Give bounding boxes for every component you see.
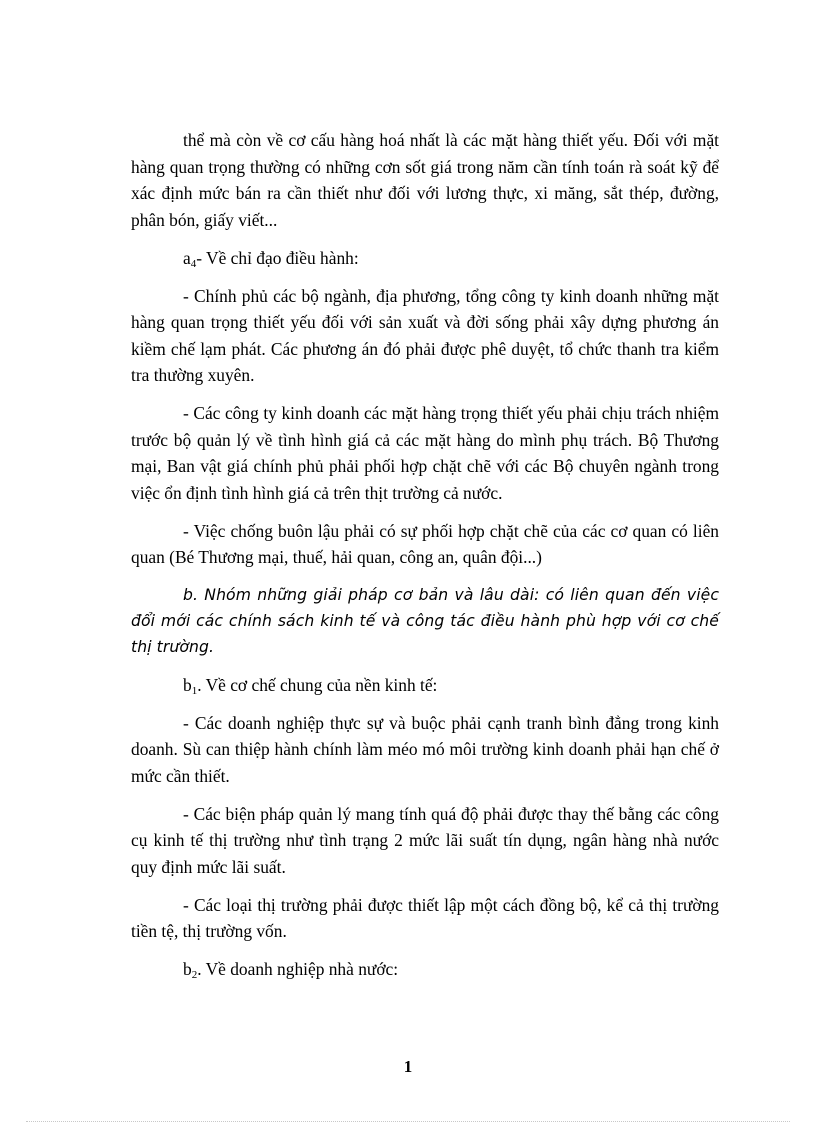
paragraph-smuggling: - Việc chống buôn lậu phải có sự phối hợp chặt chẽ của các cơ quan có liên quan (Bé Thương mại, thuế, hải quan, công an, quân đội...)	[131, 520, 719, 567]
page-number: 1	[403, 1057, 413, 1076]
paragraph-measures: - Các biện pháp quản lý mang tính quá độ phải được thay thế bằng các công cụ kinh tế thị trường như tình trạng 2 mức lãi suất tín dụng, ngân hàng nhà nước quy định mức lãi suất.	[131, 803, 719, 877]
heading-b2-prefix: b	[183, 959, 192, 979]
heading-b1	[131, 672, 719, 699]
footer-divider	[26, 1121, 790, 1122]
heading-b1-subscript: 1	[191, 684, 198, 697]
heading-a4-subscript: 4	[190, 257, 197, 270]
heading-a4	[131, 245, 719, 272]
heading-b2-text: . Về doanh nghiệp nhà nước:	[197, 959, 399, 979]
heading-a4-prefix: a	[183, 247, 191, 268]
section-b-title: b. Nhóm những giải pháp cơ bản và lâu dài: có liên quan đến việc đổi mới các chính sách kinh tế và công tác điều hành phù hợp với cơ chế thị trường.	[131, 586, 719, 656]
paragraph-companies: - Các công ty kinh doanh các mặt hàng trọng thiết yếu phải chịu trách nhiệm trước bộ quản lý về tình hình giá cả các mặt hàng do mình phụ trách. Bộ Thương mại, Ban vật giá chính phủ phải phối hợp chặt chẽ với các Bộ chuyên ngành trong việc ổn định tình hình giá cả trên thịt trường cả nước.	[131, 403, 719, 503]
paragraph-government: - Chính phủ các bộ ngành, địa phương, tổng công ty kinh doanh những mặt hàng quan trọng thiết yếu đối với sản xuất và đời sống phải xây dựng phương án kiềm chế lạm phát. Các phương án đó phải được phê duyệt, tổ chức thanh tra kiểm tra thường xuyên.	[131, 285, 719, 385]
heading-b1-text: . Về cơ chế chung của nền kinh tế:	[197, 674, 438, 695]
paragraph-markets: - Các loại thị trường phải được thiết lập một cách đồng bộ, kể cả thị trường tiền tệ, thị trường vốn.	[131, 894, 719, 941]
heading-b1-prefix: b	[183, 674, 192, 695]
paragraph-enterprises: - Các doanh nghiệp thực sự và buộc phải cạnh tranh bình đẳng trong kinh doanh. Sù can thiệp hành chính làm méo mó môi trường kinh doanh phải hạn chế ở mức cần thiết.	[131, 712, 719, 786]
heading-a4-text: - Về chỉ đạo điều hành:	[196, 247, 359, 268]
heading-b2	[131, 956, 719, 983]
paragraph-continuation: thể mà còn về cơ cấu hàng hoá nhất là các mặt hàng thiết yếu. Đối với mặt hàng quan trọng thường có những cơn sốt giá trong năm cần tính toán rà soát kỹ để xác định mức bán ra cần thiết như đối với lương thực, xi măng, sắt thép, đường, phân bón, giấy viết...	[131, 130, 719, 230]
heading-b2-subscript: 2	[191, 969, 198, 981]
document-body	[131, 127, 719, 994]
